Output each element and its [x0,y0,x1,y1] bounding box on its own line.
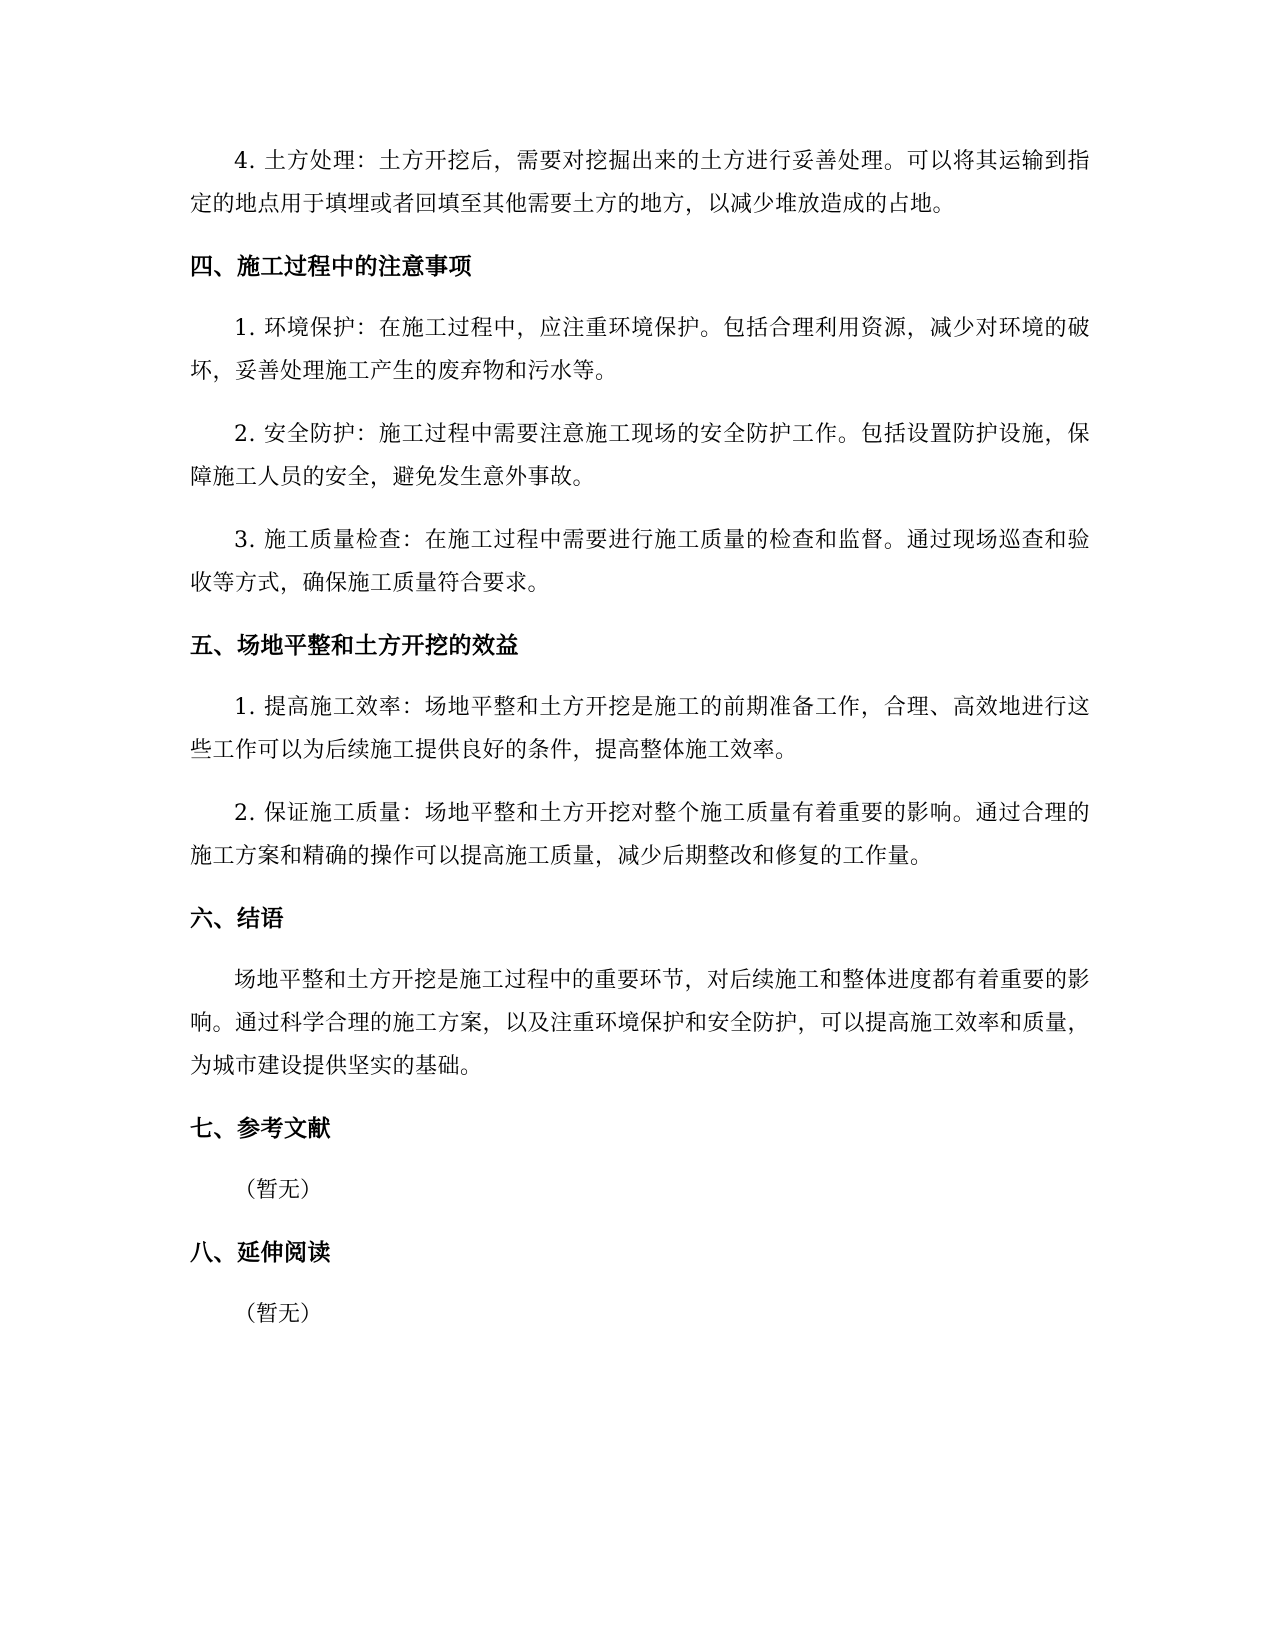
paragraph-conclusion: 场地平整和土方开挖是施工过程中的重要环节，对后续施工和整体进度都有着重要的影响。通过科学合理的施工方案，以及注重环境保护和安全防护，可以提高施工效率和质量，为城市建设提供坚实的基础。 [190,968,1091,1079]
further-reading-placeholder: （暂无） [234,1302,323,1327]
paragraph-quality-inspection: 3. 施工质量检查：在施工过程中需要进行施工质量的检查和监督。通过现场巡查和验收等方式，确保施工质量符合要求。 [190,528,1090,596]
paragraph-environment-protection: 1. 环境保护：在施工过程中，应注重环境保护。包括合理利用资源，减少对环境的破坏，妥善处理施工产生的废弃物和污水等。 [190,316,1090,384]
paragraph-efficiency: 1. 提高施工效率：场地平整和土方开挖是施工的前期准备工作，合理、高效地进行这些工作可以为后续施工提供良好的条件，提高整体施工效率。 [190,695,1090,763]
paragraph-safety-protection: 2. 安全防护：施工过程中需要注意施工现场的安全防护工作。包括设置防护设施，保障施工人员的安全，避免发生意外事故。 [190,422,1090,490]
paragraph-earthwork-disposal: 4. 土方处理：土方开挖后，需要对挖掘出来的土方进行妥善处理。可以将其运输到指定的地点用于填埋或者回填至其他需要土方的地方，以减少堆放造成的占地。 [190,149,1090,217]
document-body [190,140,1090,1356]
references-placeholder: （暂无） [234,1178,323,1203]
section-heading-references: 七、参考文献 [190,1116,331,1142]
section-heading-conclusion: 六、结语 [190,906,284,932]
section-heading-precautions: 四、施工过程中的注意事项 [190,254,472,280]
section-heading-benefits: 五、场地平整和土方开挖的效益 [190,633,519,659]
section-heading-further-reading: 八、延伸阅读 [190,1240,331,1266]
paragraph-quality-assurance: 2. 保证施工质量：场地平整和土方开挖对整个施工质量有着重要的影响。通过合理的施工方案和精确的操作可以提高施工质量，减少后期整改和修复的工作量。 [190,801,1090,869]
